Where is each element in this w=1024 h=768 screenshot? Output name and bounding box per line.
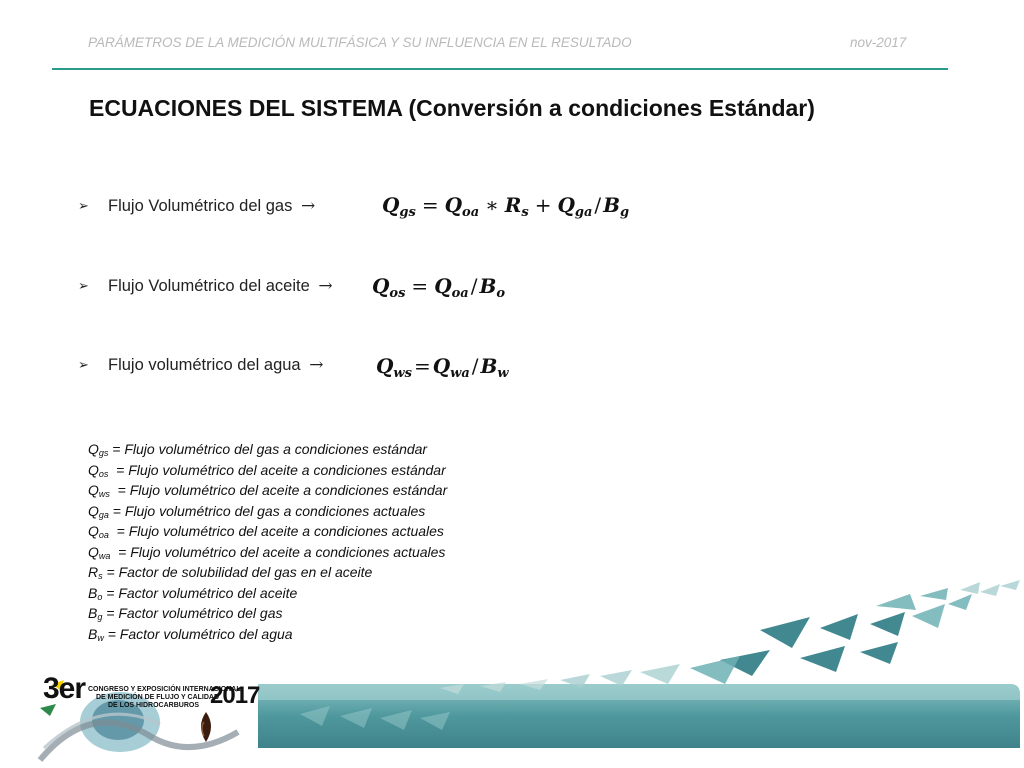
bullet-water-label: Flujo volumétrico del agua [108, 356, 301, 374]
logo-line-3: DE LOS HIDROCARBUROS [108, 702, 200, 709]
right-arrow-icon: → [309, 355, 324, 375]
bullet-arrowhead-icon: ➢ [78, 357, 89, 372]
right-arrow-icon: → [318, 276, 333, 296]
definition-item: $Q_{ws}$ = Flujo volumétrico del aceite a condiciones estándar [88, 482, 448, 499]
equation-oil: $Q_{os} = Q_{oa} / B_o$ [372, 274, 506, 301]
equation-water: $Q_{ws} = Q_{wa} / B_w$ [376, 354, 509, 381]
equation-gas: $Q_{gs} = Q_{oa}$ ∗ $R_s + Q_{ga} / B_g$ [382, 193, 630, 220]
right-arrow-icon: → [300, 196, 316, 216]
definition-item: $Q_{wa}$ = Flujo volumétrico del aceite a condiciones actuales [88, 543, 446, 561]
bullet-oil-label: Flujo Volumétrico del aceite [108, 277, 310, 295]
logo-line-2: DE MEDICIÓN DE FLUJO Y CALIDAD [96, 694, 220, 701]
definition-item: $B_g$ = Factor volumétrico del gas [88, 605, 283, 622]
bullet-arrowhead-icon: ➢ [78, 198, 89, 213]
header-date: nov-2017 [850, 35, 907, 50]
definition-item: $Q_{os}$ = Flujo volumétrico del aceite a condiciones estándar [88, 461, 446, 479]
definition-item: $B_w$ = Factor volumétrico del agua [88, 625, 293, 643]
definition-item: $B_o$ = Factor volumétrico del aceite [88, 584, 298, 602]
slide-title: ECUACIONES DEL SISTEMA (Conversión a condiciones Estándar) [89, 95, 815, 121]
logo-line-1: CONGRESO Y EXPOSICIÓN INTERNACIONAL [88, 686, 241, 693]
definition-item: $Q_{gs}$ = Flujo volumétrico del gas a condiciones estándar [88, 441, 428, 458]
congress-logo [38, 672, 260, 768]
bullet-gas-label: Flujo Volumétrico del gas [108, 197, 293, 215]
definition-item: $Q_{ga}$ = Flujo volumétrico del gas a condiciones actuales [88, 502, 426, 520]
header-subtitle: PARÁMETROS DE LA MEDICIÓN MULTIFÁSICA Y SU INFLUENCIA EN EL RESULTADO [88, 35, 632, 50]
definition-item: $R_s$ = Factor de solubilidad del gas en el aceite [88, 564, 373, 581]
logo-year: 2017 [210, 682, 260, 709]
bullet-arrowhead-icon: ➢ [78, 278, 89, 293]
definition-item: $Q_{oa}$ = Flujo volumétrico del aceite a condiciones actuales [88, 523, 444, 540]
logo-ordinal: 3er [43, 672, 86, 705]
